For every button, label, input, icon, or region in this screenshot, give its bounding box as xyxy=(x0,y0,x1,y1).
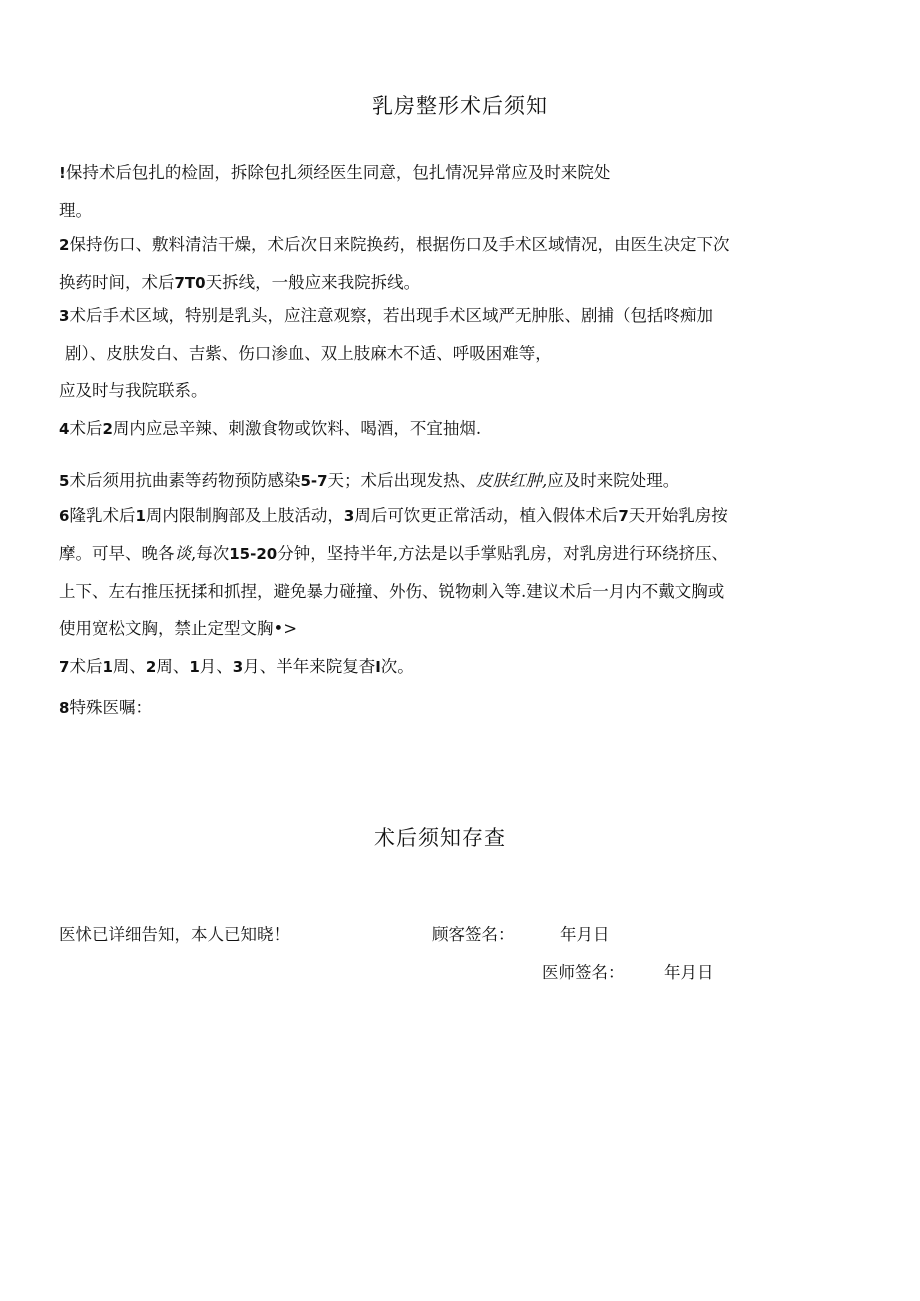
document-title: 乳房整形术后须知 xyxy=(372,94,548,118)
item-text: 周内限制胸部及上肢活动， xyxy=(145,506,344,525)
item-number-inline: 5-7 xyxy=(300,472,328,490)
item-number-inline: 7T0 xyxy=(174,274,206,292)
item-number: 3 xyxy=(59,307,70,325)
item-number: 2 xyxy=(59,236,70,254)
item-number: 5 xyxy=(59,472,70,490)
item-text: 天；术后出现发热、 xyxy=(327,471,477,490)
acknowledgement-statement: 医怵已详细告知，本人已知晓！ xyxy=(59,925,290,944)
item-number-inline: 3 xyxy=(343,507,355,525)
instruction-item-4 xyxy=(59,410,819,448)
item-number-inline: 2 xyxy=(102,420,113,438)
item-text: 剧）、皮肤发白、吉紫、伤口渗血、双上肢麻木不适、呼吸困难等， xyxy=(65,344,552,363)
item-text: 次。 xyxy=(380,657,414,676)
item-number: 8 xyxy=(59,699,70,717)
instruction-item-5 xyxy=(59,462,819,500)
item-number-inline: 1 xyxy=(189,658,200,676)
record-title: 术后须知存查 xyxy=(374,826,506,850)
item-number-inline: 2 xyxy=(145,658,157,676)
doctor-signature-label: 医师签名： xyxy=(542,963,625,982)
item-number-inline: 1 xyxy=(102,658,113,676)
item-text: 天拆线，一般应来我院拆线。 xyxy=(205,273,421,292)
item-text: 保持伤口、敷料清洁干燥，术后次日来院换药，根据伤口及手术区域情况，由医生决定下次 xyxy=(69,235,730,254)
item-number-inline: 15-20 xyxy=(229,545,278,563)
item-text: 理。 xyxy=(59,201,92,220)
item-number: ! xyxy=(59,164,66,182)
item-text: 术后须用抗曲素等药物预防感染 xyxy=(69,471,301,490)
item-text: 隆乳术后 xyxy=(69,506,136,525)
item-text: 周、 xyxy=(156,657,190,676)
item-text: 术后 xyxy=(69,657,103,676)
item-text-italic: 谈 xyxy=(174,544,191,563)
item-number: 4 xyxy=(59,420,70,438)
item-number: 6 xyxy=(59,507,70,525)
customer-signature-label: 顾客签名： xyxy=(432,925,515,944)
instruction-item-1 xyxy=(59,154,819,229)
item-text: 周内应忌辛辣、刺激食物或饮料、喝酒，不宜抽烟. xyxy=(112,419,482,438)
item-text: 换药时间，术后 xyxy=(59,273,175,292)
item-text: 特殊医嘱： xyxy=(69,698,152,717)
item-number-inline: 7 xyxy=(618,507,629,525)
item-text: 摩。可早、晚各 xyxy=(59,544,175,563)
item-text: 月、 xyxy=(199,657,233,676)
item-text: 分钟，坚持半年,方法是以手掌贴乳房，对乳房进行环绕挤压、 xyxy=(277,544,728,563)
item-text: 术后 xyxy=(69,419,103,438)
doctor-signature-date: 年月日 xyxy=(664,963,714,982)
item-number: 7 xyxy=(59,658,70,676)
item-text: ,每次 xyxy=(191,544,230,563)
item-text: 天开始乳房按 xyxy=(628,506,728,525)
item-number-inline: 3 xyxy=(232,658,244,676)
item-text: 周后可饮更正常活动，植入假体术后 xyxy=(354,506,619,525)
item-text: 周、 xyxy=(112,657,146,676)
instruction-item-7 xyxy=(59,648,819,686)
customer-signature-date: 年月日 xyxy=(560,925,610,944)
instruction-item-8 xyxy=(59,689,819,727)
instruction-item-3 xyxy=(59,297,819,409)
item-text: 月、半年来院复杳 xyxy=(243,657,376,676)
item-text: 术后手术区域，特别是乳头，应注意观察，若出现手术区域严无肿胀、剧捕（包括咚痴加 xyxy=(69,306,713,325)
instruction-item-6 xyxy=(59,497,819,647)
item-text: 应及时来院处理。 xyxy=(547,471,680,490)
item-text-italic: 皮肤红肿, xyxy=(476,471,548,490)
item-text: 应及时与我院联系。 xyxy=(59,381,208,400)
item-text: 保持术后包扎的检固，拆除包扎须经医生同意，包扎情况异常应及时来院处 xyxy=(65,163,611,182)
item-number-inline: I xyxy=(375,658,381,676)
item-number-inline: 1 xyxy=(135,507,146,525)
item-text: 上下、左右推压抚揉和抓捏，避免暴力碰撞、外伤、锐物刺入等.建议术后一月内不戴文胸或 xyxy=(59,582,725,601)
instruction-item-2 xyxy=(59,226,819,302)
item-text: 使用宽松文胸，禁止定型文胸•> xyxy=(59,619,298,638)
